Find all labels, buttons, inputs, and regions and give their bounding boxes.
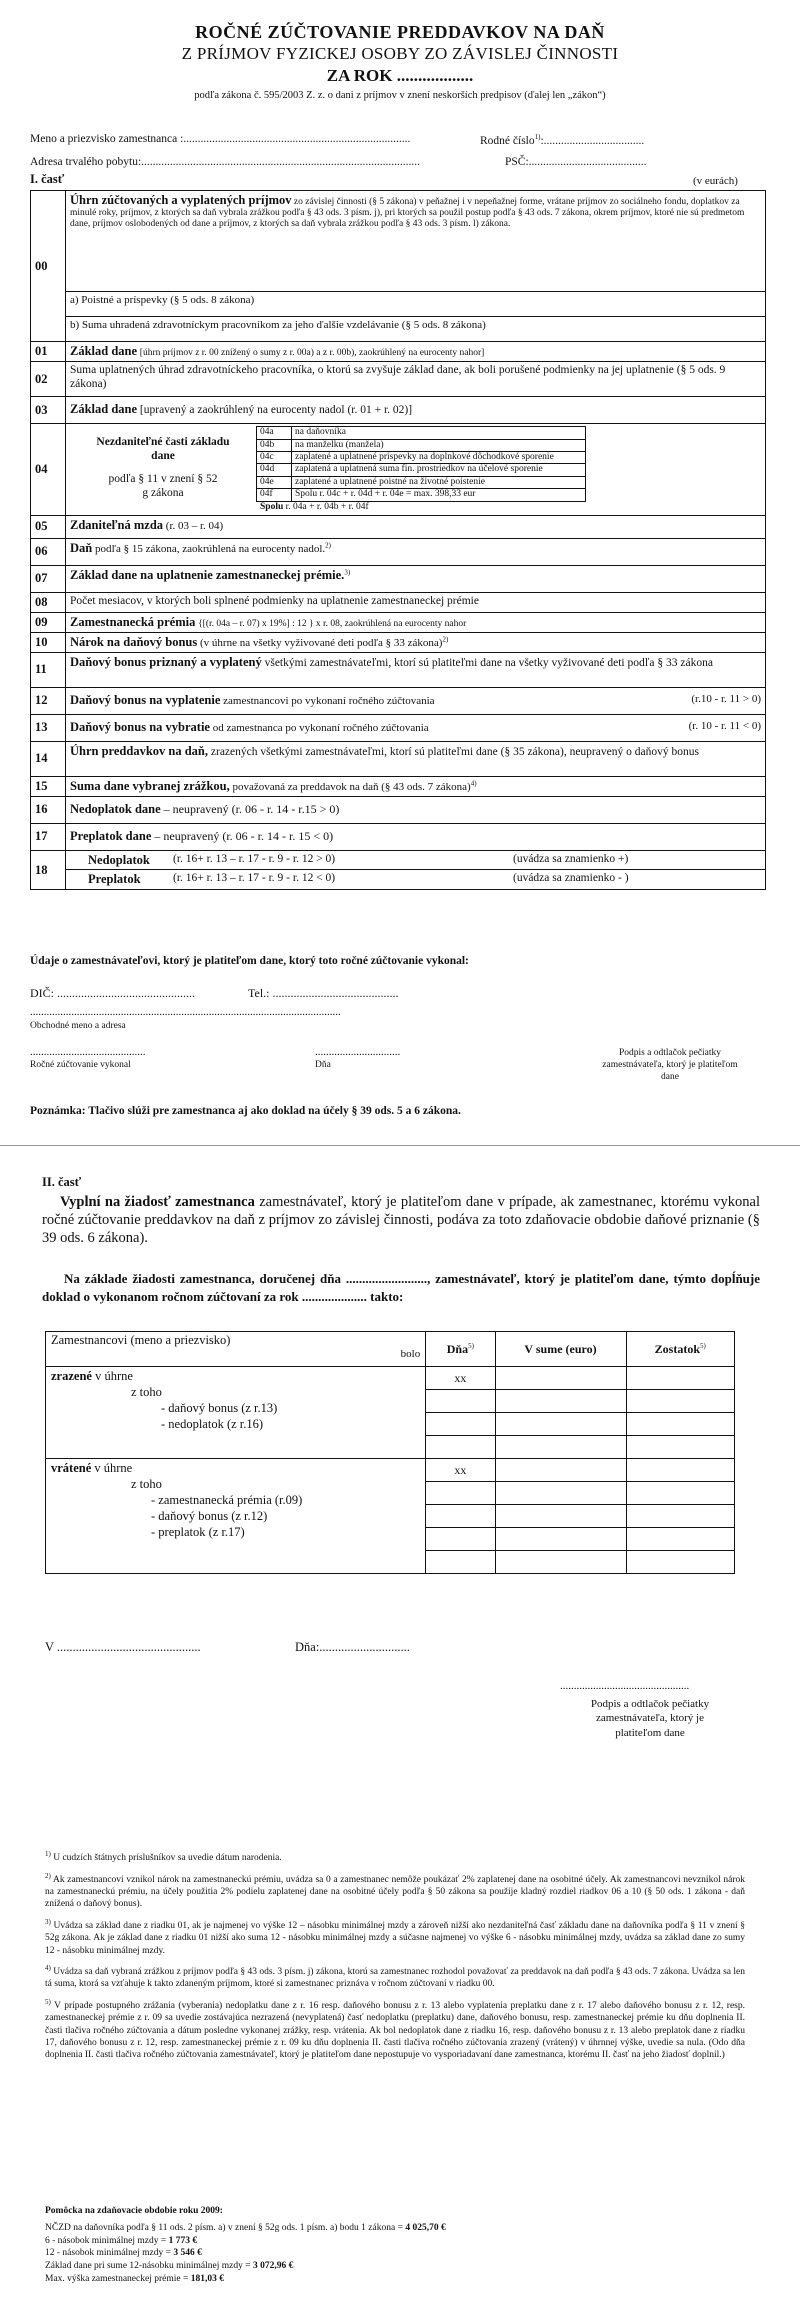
row-11-description: všetkými zamestnávateľmi, ktorí sú platiteľmi dane na všetky vyživované deti podľa § 33 zákona xyxy=(264,656,713,669)
row-14-description: zrazených všetkými zamestnávateľmi, ktorí sú platiteľmi dane (§ 35 zákona), neupravený o daňový bonus xyxy=(210,745,699,758)
company-label: Obchodné meno a adresa xyxy=(30,1021,126,1031)
birth-number-label: Rodné číslo xyxy=(480,134,535,147)
footnote-number: 5) xyxy=(45,1997,51,2006)
row-06-description: podľa § 15 zákona, zaokrúhlená na eurocenty nadol. xyxy=(94,542,326,555)
title-main: ROČNÉ ZÚČTOVANIE PREDDAVKOV NA DAŇ xyxy=(195,22,605,42)
row-18 xyxy=(31,850,766,890)
part-two-table xyxy=(45,1331,735,1574)
row-04-item-text: zaplatené a uplatnené príspevky na doplnkové dôchodkové sporenie xyxy=(292,451,586,463)
row-03 xyxy=(31,397,766,424)
row-17 xyxy=(31,823,766,850)
aid-value: 3 072,96 € xyxy=(252,2261,294,2272)
row-number: 18 xyxy=(31,850,66,890)
part-two-intro-bold: Vyplní na žiadosť zamestnanca xyxy=(60,1194,255,1210)
part-two-date-field[interactable]: Dňa:............................. xyxy=(295,1640,410,1654)
row-14 xyxy=(31,741,766,776)
withheld-arrears: - nedoplatok (z r.16) xyxy=(161,1417,264,1431)
row-14-title: Úhrn preddavkov na daň, xyxy=(70,743,209,758)
row-04-item-text: na daňovníka xyxy=(292,427,586,439)
phone-field[interactable]: Tel.: .......................................... xyxy=(248,986,399,1000)
row-03-title: Základ dane xyxy=(70,402,138,417)
part-two-header xyxy=(46,1332,735,1367)
aid-line xyxy=(45,2273,446,2286)
header-amount: V sume (euro) xyxy=(495,1332,626,1367)
birth-number-dots: :................................... xyxy=(540,134,645,147)
row-16-title: Nedoplatok dane xyxy=(70,802,161,817)
header-balance-label: Zostatok xyxy=(654,1341,701,1356)
row-15-description: považovaná za preddavok na daň (§ 43 ods. 7 zákona) xyxy=(232,780,471,793)
footnote-ref: 1) xyxy=(534,133,541,141)
amount-cell[interactable] xyxy=(495,1367,626,1390)
header-date-label: Dňa xyxy=(446,1341,469,1356)
row-04-item xyxy=(257,464,586,476)
date-cell[interactable] xyxy=(426,1505,495,1528)
row-06 xyxy=(31,538,766,565)
title-law: podľa zákona č. 595/2003 Z. z. o dani z príjmov v znení neskorších predpisov (ďalej len „zákon“) xyxy=(194,90,606,101)
birth-number-field[interactable] xyxy=(480,133,644,147)
balance-cell[interactable] xyxy=(626,1482,734,1505)
row-04-item-text: zaplatená a uplatnená suma fin. prostriedkov na účelové sporenie xyxy=(292,464,586,476)
aid-label: NČZD na daňovníka podľa § 11 ods. 2 písm. a) v znení § 52g ods. 1 písm. a) bodu 1 zákona = xyxy=(45,2222,403,2233)
footnote-number: 2) xyxy=(45,1871,51,1880)
aid-label: Max. výška zamestnaneckej prémie = xyxy=(45,2274,189,2285)
row-04-item xyxy=(257,427,586,439)
row-17-text xyxy=(66,823,766,850)
withheld-cell xyxy=(46,1367,426,1459)
row-00a xyxy=(31,292,766,317)
date-cell[interactable] xyxy=(426,1482,495,1505)
row-05-text xyxy=(66,515,766,538)
aid-line xyxy=(45,2260,446,2273)
row-00-title: Úhrn zúčtovaných a vyplatených príjmov xyxy=(70,193,292,207)
footnote-number: 1) xyxy=(45,1850,51,1858)
footnote xyxy=(45,1872,745,1911)
row-number: 17 xyxy=(31,823,66,850)
row-04-item-text: zaplatené a uplatnené poistné na životné poistenie xyxy=(292,476,586,488)
returned-label: vrátené xyxy=(51,1461,92,1475)
row-04-item-code: 04d xyxy=(257,464,292,476)
row-07-text xyxy=(66,565,766,592)
row-01-description: [úhrn príjmov z r. 00 znížený o sumy z r. 00a) a z r. 00b), zaokrúhlený na eurocenty nahor] xyxy=(139,348,485,358)
returned-bonus: - daňový bonus (z r.12) xyxy=(151,1509,268,1523)
row-12-text xyxy=(66,687,766,714)
row-04 xyxy=(31,424,766,516)
footnote-ref: 4) xyxy=(470,779,477,788)
row-13-formula: (r. 10 - r. 11 < 0) xyxy=(688,720,761,733)
date-field[interactable]: ............................... xyxy=(315,1046,401,1058)
row-04-label-title: Nezdaniteľné časti základu dane xyxy=(96,436,230,462)
row-04-items xyxy=(256,426,586,501)
row-18b-note: (uvádza sa znamienko - ) xyxy=(513,872,629,885)
date-cell[interactable] xyxy=(426,1413,495,1436)
row-04-sum-formula: r. 04a + r. 04b + r. 04f xyxy=(285,501,369,512)
row-04-label xyxy=(70,426,256,513)
postal-code-field[interactable]: PSČ:......................................... xyxy=(505,156,647,168)
aid-box xyxy=(45,2205,446,2286)
returned-total-label: v úhrne xyxy=(91,1461,133,1475)
aid-line xyxy=(45,2235,446,2248)
balance-cell[interactable] xyxy=(626,1528,734,1551)
withheld-row xyxy=(46,1367,735,1390)
row-number: 16 xyxy=(31,796,66,823)
performed-by-label: Ročné zúčtovanie vykonal xyxy=(30,1060,131,1070)
footnote-ref: 5) xyxy=(700,1341,706,1350)
row-17-title: Preplatok dane xyxy=(70,829,152,844)
row-18b-formula: (r. 16+ r. 13 – r. 17 - r. 9 - r. 12 < 0) xyxy=(173,872,336,885)
row-09-description: {[(r. 04a – r. 07) x 19%] : 12 } x r. 08, zaokrúhlená na eurocenty nahor xyxy=(198,618,467,629)
row-04-cell xyxy=(66,424,766,516)
section-divider xyxy=(0,1145,800,1146)
part-one-label: I. časť xyxy=(30,172,65,186)
row-09 xyxy=(31,612,766,632)
title-year: ZA ROK .................. xyxy=(326,66,474,85)
returned-overpayment: - preplatok (z r.17) xyxy=(151,1525,245,1539)
row-number: 12 xyxy=(31,687,66,714)
footnote-text: Uvádza sa základ dane z riadku 01, ak je najmenej vo výške 12 – násobku minimálnej mzdy a zároveň nižší ako nezdaniteľná časť základu dane na daňovníka podľa § 11 v znení § 52g zákona. Ak je základ dane z riadku 01 nižší ako suma 12 - násobku minimálnej mzdy a súčasne najmenej vo výške 6 - násobku minimálnej mzdy, uvádza sa základ dane zo sumy 12 - násobku minimálnej mzdy. xyxy=(45,1920,745,1956)
row-03-description: [upravený a zaokrúhlený na eurocenty nadol (r. 01 + r. 02)] xyxy=(139,404,413,417)
row-11-title: Daňový bonus priznaný a vyplatený xyxy=(70,654,262,669)
row-04-item-code: 04f xyxy=(257,489,292,501)
part-two-intro-text: zamestnávateľ, ktorý je platiteľom dane v prípade, ak zamestnanec, ktorému vykonal ročné zúčtovanie preddavkov na daň z príjmov zo závislej činnosti, podáva za toto zdaňovacie obdobie daňové priznanie (§ 39 ods. 6 zákona). xyxy=(42,1194,761,1247)
footnote-text: Ak zamestnancovi vznikol nárok na zamestnaneckú prémiu, uvádza sa 0 a zamestnanec nemôže poukázať 2% zaplatenej dane na osobitné účely. Ak zamestnancovi nevznikol nárok na zamestnaneckú prémiu, na účely použitia 2% podielu zaplatenej dane na osobitné účely podľa § 50 zákona sa použije kladný rozdiel riadkov 06 a 10 (§ 50 ods. 1 zákona - daň znížená o daňový bonus). xyxy=(45,1874,745,1910)
row-10-description: (v úhrne na všetky vyživované deti podľa § 33 zákona) xyxy=(200,636,443,649)
row-00-description: zo závislej činnosti (§ 5 zákona) v peňažnej i v nepeňažnej forme, vrátane príjmov zo sociálneho fondu, doplatkov za minulé roky, príjmov, z ktorých sa daň vybrala zrážkou podľa § 43 ods. 3 písm. j), pri ktorých sa použil postup podľa § 43 ods. 7 zákona, okrem príjmov, ktoré nie sú predmetom dane, príjmov oslobodených od dane a príjmov, z ktorých sa daň vybrala zrážkou podľa § 43 ods. 3 písm. l) zákona. xyxy=(70,197,745,230)
row-number: 14 xyxy=(31,741,66,776)
row-15-title: Suma dane vybranej zrážkou, xyxy=(70,778,230,793)
footnote-text: U cudzích štátnych príslušníkov sa uvedie dátum narodenia. xyxy=(53,1853,282,1864)
aid-value: 1 773 € xyxy=(168,2235,198,2246)
row-04-item-code: 04a xyxy=(257,427,292,439)
date-cell: xx xyxy=(426,1367,495,1390)
footnote-ref: 2) xyxy=(325,541,332,550)
row-04-item xyxy=(257,489,586,501)
row-00b xyxy=(31,317,766,342)
row-number: 04 xyxy=(31,424,66,516)
row-18b xyxy=(66,870,765,889)
balance-cell[interactable] xyxy=(626,1459,734,1482)
amount-cell[interactable] xyxy=(495,1505,626,1528)
row-05 xyxy=(31,515,766,538)
row-number: 03 xyxy=(31,397,66,424)
balance-cell[interactable] xyxy=(626,1436,734,1459)
footnote xyxy=(45,1998,745,2062)
header-employee xyxy=(46,1332,426,1367)
returned-premium: - zamestnanecká prémia (r.09) xyxy=(151,1493,303,1507)
withheld-bonus: - daňový bonus (z r.13) xyxy=(161,1401,278,1415)
row-00 xyxy=(31,191,766,292)
amount-cell[interactable] xyxy=(495,1436,626,1459)
row-18a-note: (uvádza sa znamienko +) xyxy=(513,852,629,865)
withheld-of-which: z toho xyxy=(131,1385,162,1399)
row-11-text xyxy=(66,652,766,687)
row-06-title: Daň xyxy=(70,540,93,555)
amount-cell[interactable] xyxy=(495,1482,626,1505)
part-two-request: Na základe žiadosti zamestnanca, doručenej dňa ........................., zamestnávateľ, ktorý je platiteľom dane, týmto dopĺňuje doklad o vykonanom ročnom zúčtovaní za rok .................... takto: xyxy=(42,1271,760,1304)
employee-name-field[interactable]: Meno a priezvisko zamestnanca :............................................................................... xyxy=(30,133,411,145)
employer-heading: Údaje o zamestnávateľovi, ktorý je platiteľom dane, ktorý toto ročné zúčtovanie vykonal: xyxy=(30,955,469,967)
row-17-description: – neupravený (r. 06 - r. 14 - r. 15 < 0) xyxy=(154,829,334,844)
row-16 xyxy=(31,796,766,823)
balance-cell[interactable] xyxy=(626,1390,734,1413)
employer-signature-label: Podpis a odtlačok pečiatky zamestnávateľa, ktorý je platiteľom dane xyxy=(602,1048,738,1082)
footnote-ref: 3) xyxy=(344,568,351,577)
title-sub: Z PRÍJMOV FYZICKEJ OSOBY ZO ZÁVISLEJ ČINNOSTI xyxy=(181,44,619,63)
row-15 xyxy=(31,776,766,796)
aid-line xyxy=(45,2222,446,2235)
row-02-text: Suma uplatnených úhrad zdravotníckeho pracovníka, o ktorú sa zvyšuje základ dane, ak boli porušené podmienky na jej uplatnenie (§ 5 ods. 9 zákona) xyxy=(66,362,766,397)
row-11 xyxy=(31,652,766,687)
row-13-title: Daňový bonus na vybratie xyxy=(70,720,210,735)
footnote-ref: 2) xyxy=(442,635,449,644)
amount-cell[interactable] xyxy=(495,1459,626,1482)
footnote xyxy=(45,1964,745,1991)
row-02 xyxy=(31,362,766,397)
row-08 xyxy=(31,592,766,612)
row-04-item xyxy=(257,476,586,488)
footnote-ref: 5) xyxy=(468,1341,474,1350)
footnote-text: Uvádza sa daň vybraná zrážkou z príjmov podľa § 43 ods. 3 písm. j) zákona, ktorú sa zamestnanec rozhodol považovať za preddavok na daň podľa § 43 ods. 7 zákona. Uvádza sa len tá suma, ktorá sa vzťahuje k takto zdaneným príjmom, ktoré si zamestnanec priznáva v ročnom zúčtovaní v riadku 00. xyxy=(45,1967,746,1990)
withheld-total-label: v úhrne xyxy=(91,1369,133,1383)
row-number: 09 xyxy=(31,612,66,632)
part-two-label: II. časť xyxy=(42,1175,82,1189)
row-number: 11 xyxy=(31,652,66,687)
row-04-item-code: 04b xyxy=(257,439,292,451)
place-field[interactable]: V .............................................. xyxy=(45,1640,201,1654)
row-18-cell xyxy=(66,850,766,890)
performed-by-field[interactable]: .......................................... xyxy=(30,1046,146,1058)
row-04-item xyxy=(257,439,586,451)
row-04-sum-label: Spolu xyxy=(260,501,284,512)
row-07-title: Základ dane na uplatnenie zamestnaneckej prémie. xyxy=(70,567,345,582)
row-number: 00 xyxy=(31,191,66,342)
row-number: 02 xyxy=(31,362,66,397)
header-balance xyxy=(626,1332,734,1367)
returned-cell xyxy=(46,1459,426,1574)
row-16-description: – neupravený (r. 06 - r. 14 - r.15 > 0) xyxy=(163,802,340,817)
footnote-text: V prípade postupného zrážania (vyberania) nedoplatku dane z r. 16 resp. daňového bonusu z r. 13 alebo vyplatenia preplatku dane z r. 17 alebo daňového bonusu z r. 12, resp. zamestnaneckej prémie z r. 09 sa uvedie zostávajúca nezrazená (nevyplatená) časť nedoplatku (preplatku) dane, daňového bonusu, resp. zamestnaneckej prémie ku dňu doplnenia II. časti tlačiva ročného zúčtovania a dátum posledne vykonanej zrážky, resp. vrátenia. Ak bol nedoplatok dane z riadku 16, resp. daňového bonusu z r. 13 alebo preplatok dane z riadku 17, daňového bonusu z r. 12, resp. zamestnaneckej prémie z r. 09 ku dňu doplnenia II. časti tlačiva ročného zúčtovania zrazený (vrátený) v úhrnnej výške, uvedie sa nula. (Odo dňa doplnenia II. časti tlačiva ročného zúčtovania zamestnávateľ, ktorý je platiteľom dane nepostupuje vo vysporiadavaní dane zamestnanca, ktorému II. časť na jeho žiadosť doplnil.) xyxy=(45,2000,745,2061)
row-13 xyxy=(31,714,766,741)
row-number: 06 xyxy=(31,538,66,565)
row-13-text xyxy=(66,714,766,741)
header-bolo: bolo xyxy=(400,1348,421,1360)
aid-label: Základ dane pri sume 12-násobku minimálnej mzdy = xyxy=(45,2261,251,2272)
row-10-text xyxy=(66,632,766,652)
row-10-title: Nárok na daňový bonus xyxy=(70,634,198,649)
aid-label: 6 - násobok minimálnej mzdy = xyxy=(45,2235,167,2246)
amount-cell[interactable] xyxy=(495,1551,626,1574)
row-18b-title: Preplatok xyxy=(88,872,141,887)
row-04-item xyxy=(257,451,586,463)
date-cell[interactable] xyxy=(426,1436,495,1459)
row-12-description: zamestnancovi po vykonaní ročného zúčtovania xyxy=(223,695,435,708)
row-number: 15 xyxy=(31,776,66,796)
date-cell: xx xyxy=(426,1459,495,1482)
row-number: 01 xyxy=(31,342,66,362)
date-cell[interactable] xyxy=(426,1551,495,1574)
row-13-description: od zamestnanca po vykonaní ročného zúčtovania xyxy=(212,722,429,735)
footnote xyxy=(45,1918,745,1957)
row-08-text: Počet mesiacov, v ktorých boli splnené podmienky na uplatnenie zamestnaneckej prémie xyxy=(66,592,766,612)
part-one-table xyxy=(30,190,766,890)
dic-field[interactable]: DIČ: .............................................. xyxy=(30,986,195,1000)
row-number: 08 xyxy=(31,592,66,612)
form-title xyxy=(0,22,800,101)
footnote xyxy=(45,1850,745,1865)
row-04-item-text: Spolu r. 04c + r. 04d + r. 04e = max. 398,33 eur xyxy=(292,489,586,501)
date-label: Dňa xyxy=(315,1060,331,1070)
form-note: Poznámka: Tlačivo slúži pre zamestnanca aj ako doklad na účely § 39 ods. 5 a 6 zákona. xyxy=(30,1105,461,1117)
row-number: 05 xyxy=(31,515,66,538)
aid-value: 181,03 € xyxy=(190,2274,224,2285)
balance-cell[interactable] xyxy=(626,1367,734,1390)
aid-label: 12 - násobok minimálnej mzdy = xyxy=(45,2248,171,2259)
row-00b-text: b) Suma uhradená zdravotníckym pracovníkom za jeho ďalšie vzdelávanie (§ 5 ods. 8 zákona) xyxy=(66,317,766,342)
row-09-text xyxy=(66,612,766,632)
row-04-label-law: podľa § 11 v znení § 52 g zákona xyxy=(108,473,218,499)
row-05-description: (r. 03 – r. 04) xyxy=(165,519,224,532)
aid-value: 3 546 € xyxy=(173,2248,202,2259)
row-04-item-text: na manželku (manžela) xyxy=(292,439,586,451)
row-10 xyxy=(31,632,766,652)
footnote-number: 4) xyxy=(45,1963,51,1972)
row-00a-text: a) Poistné a príspevky (§ 5 ods. 8 zákona) xyxy=(66,292,766,317)
company-field[interactable]: ................................................................................................................. xyxy=(30,1006,341,1018)
row-04-sum xyxy=(256,502,586,513)
address-field[interactable]: Adresa trvalého pobytu:................................................................................................. xyxy=(30,156,421,168)
row-04-subtable xyxy=(256,426,586,513)
row-number: 07 xyxy=(31,565,66,592)
row-14-text xyxy=(66,741,766,776)
part-two-signature-label: Podpis a odtlačok pečiatky zamestnávateľa, ktorý je platiteľom dane xyxy=(590,1698,710,1739)
balance-cell[interactable] xyxy=(626,1413,734,1436)
aid-title: Pomôcka na zdaňovacie obdobie roku 2009: xyxy=(45,2206,223,2216)
row-05-title: Zdaniteľná mzda xyxy=(70,517,164,532)
row-07 xyxy=(31,565,766,592)
row-18a-title: Nedoplatok xyxy=(88,852,150,867)
date-cell[interactable] xyxy=(426,1528,495,1551)
row-12 xyxy=(31,687,766,714)
row-04-item-code: 04e xyxy=(257,476,292,488)
row-01 xyxy=(31,342,766,362)
returned-row xyxy=(46,1459,735,1482)
row-03-text xyxy=(66,397,766,424)
amount-cell[interactable] xyxy=(495,1413,626,1436)
date-cell[interactable] xyxy=(426,1390,495,1413)
row-12-formula: (r.10 - r. 11 > 0) xyxy=(691,693,761,706)
part-two-signature-line[interactable]: ............................................... xyxy=(560,1680,690,1692)
row-00-text xyxy=(66,191,766,292)
footnote-number: 3) xyxy=(45,1917,51,1926)
currency-note: (v eurách) xyxy=(693,175,738,187)
row-01-title: Základ dane xyxy=(70,344,138,358)
row-01-text xyxy=(66,342,766,362)
row-number: 10 xyxy=(31,632,66,652)
row-04-item-code: 04c xyxy=(257,451,292,463)
row-12-title: Daňový bonus na vyplatenie xyxy=(70,693,221,708)
row-18a-formula: (r. 16+ r. 13 – r. 17 - r. 9 - r. 12 > 0) xyxy=(173,852,336,865)
row-number: 13 xyxy=(31,714,66,741)
row-18a xyxy=(66,851,765,871)
header-date xyxy=(426,1332,495,1367)
row-15-text xyxy=(66,776,766,796)
row-16-text xyxy=(66,796,766,823)
amount-cell[interactable] xyxy=(495,1528,626,1551)
balance-cell[interactable] xyxy=(626,1551,734,1574)
aid-value: 4 025,70 € xyxy=(405,2222,446,2233)
header-employee-label: Zamestnancovi (meno a priezvisko) xyxy=(51,1333,231,1347)
row-06-text xyxy=(66,538,766,565)
withheld-label: zrazené xyxy=(51,1369,92,1383)
footnotes xyxy=(45,1850,745,2069)
aid-line xyxy=(45,2247,446,2260)
part-two-intro xyxy=(42,1193,760,1247)
returned-of-which: z toho xyxy=(131,1477,162,1491)
amount-cell[interactable] xyxy=(495,1390,626,1413)
row-09-title: Zamestnanecká prémia xyxy=(70,614,196,629)
balance-cell[interactable] xyxy=(626,1505,734,1528)
